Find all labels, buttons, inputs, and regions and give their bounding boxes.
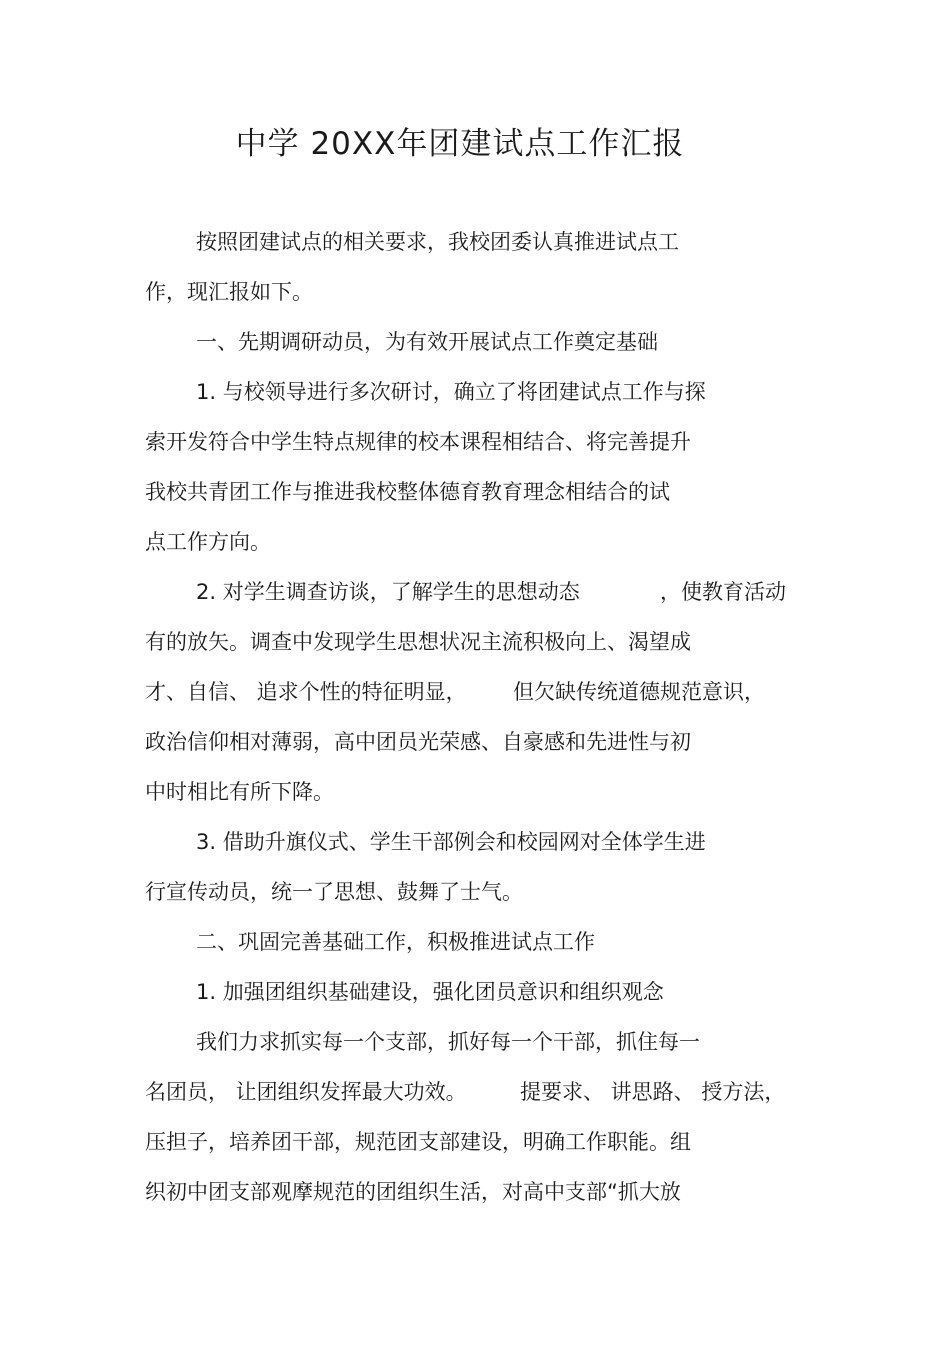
section-heading-1: 一、先期调研动员，为有效开展试点工作奠定基础	[196, 330, 658, 354]
paragraph-line: 按照团建试点的相关要求，我校团委认真推进试点工	[196, 230, 679, 254]
paragraph-line: 政治信仰相对薄弱，高中团员光荣感、自豪感和先进性与初	[145, 730, 691, 754]
document-title: 中学 20XX年团建试点工作汇报	[235, 126, 685, 162]
paragraph-line: 1. 与校领导进行多次研讨，确立了将团建试点工作与探	[196, 380, 706, 404]
paragraph-line: 有的放矢。调查中发现学生思想状况主流积极向上、渴望成	[145, 630, 691, 654]
paragraph-line: 索开发符合中学生特点规律的校本课程相结合、将完善提升	[145, 430, 691, 454]
paragraph-line-fragment: 但欠缺传统道德规范意识，	[513, 680, 765, 704]
paragraph-line: 我校共青团工作与推进我校整体德育教育理念相结合的试	[145, 480, 670, 504]
paragraph-line: 中时相比有所下降。	[145, 780, 334, 804]
paragraph-line: 织初中团支部观摩规范的团组织生活，对高中支部“抓大放	[145, 1180, 681, 1204]
paragraph-line: 压担子，培养团干部，规范团支部建设，明确工作职能。组	[145, 1130, 691, 1154]
paragraph-line: 点工作方向。	[145, 530, 271, 554]
section-heading-2: 二、巩固完善基础工作，积极推进试点工作	[196, 930, 595, 954]
paragraph-line: 作，现汇报如下。	[145, 280, 313, 304]
paragraph-line: 才、自信、 追求个性的特征明显，	[145, 680, 467, 704]
subsection-heading: 1. 加强团组织基础建设，强化团员意识和组织观念	[196, 980, 664, 1004]
paragraph-line-fragment: 提要求、 讲思路、 授方法，	[520, 1080, 786, 1104]
paragraph-line: 2. 对学生调查访谈，了解学生的思想动态	[196, 580, 580, 604]
paragraph-line: 我们力求抓实每一个支部，抓好每一个干部，抓住每一	[196, 1030, 700, 1054]
paragraph-line-fragment: ，使教育活动	[660, 580, 786, 604]
paragraph-line: 3. 借助升旗仪式、学生干部例会和校园网对全体学生进	[196, 830, 706, 854]
paragraph-line: 名团员， 让团组织发挥最大功效。	[145, 1080, 467, 1104]
paragraph-line: 行宣传动员，统一了思想、鼓舞了士气。	[145, 880, 523, 904]
